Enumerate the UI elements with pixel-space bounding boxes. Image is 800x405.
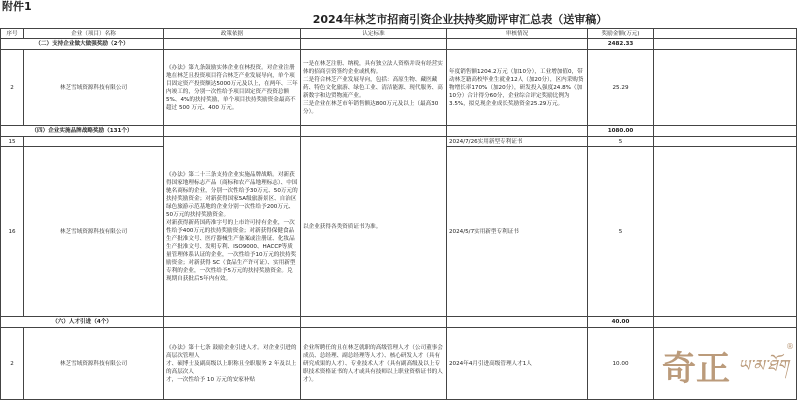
section-total: 40.00 bbox=[588, 317, 654, 328]
row-no: 2 bbox=[1, 328, 24, 400]
table-row bbox=[1, 50, 797, 126]
row-review: 年度销售额1204.2万元（加10分），工业增加值0，带动林芝籍高校毕业生就业12人（加20分），区内采购货物增长率170%（加20分），研发投入强度24.8%（加10分）合计得分60分，企业综合评定奖励比例为3.5%，拟兑现企业成长奖励资金25.29万元。 bbox=[447, 50, 588, 126]
watermark-tibetan: ཡ་མ་ཐོག bbox=[738, 356, 789, 375]
section-row bbox=[1, 317, 797, 328]
row-amount: 10.00 bbox=[588, 328, 654, 400]
row-company: 林芝雪域资源科技有限公司 bbox=[24, 147, 164, 317]
header-policy: 政策依据 bbox=[164, 29, 301, 39]
row-amount: 5 bbox=[588, 137, 654, 147]
table-row bbox=[1, 328, 797, 400]
section-row bbox=[1, 126, 797, 137]
row-review: 2024年4月引进高级管理人才1人 bbox=[447, 328, 588, 400]
row-company: 林芝雪域资源科技有限公司 bbox=[24, 328, 164, 400]
row-policy: 《办法》第九条鼓励实体企业在林投资。对企业注册地在林芝且投资项目符合林芝产业发展导向，单个项目固定资产投资额达5000万元及以上，在两年、三年内竣工的，分别一次性给予项目固定资产投资总额 5%、4%的扶持奖励，单个项目扶持奖励资金最高不超过 500 万元、400 万元。 bbox=[164, 50, 301, 126]
attachment-label: 附件1 bbox=[2, 0, 32, 13]
header-standard: 认定标准 bbox=[301, 29, 447, 39]
row-no: 2 bbox=[1, 50, 24, 126]
row-policy: 《办法》第十七条 鼓励企业引进人才。对企业引进的高层次管理人 才、硕博士及副高级以上职称且全职服务 2 年及以上的高层次人 才，一次性给予 10 万元的安家补贴 bbox=[164, 328, 301, 400]
summary-table bbox=[0, 28, 797, 400]
watermark-chinese: 奇正 bbox=[662, 349, 730, 389]
row-standard: 以企业获得各类资质证书为准。 bbox=[301, 137, 447, 317]
table-row bbox=[1, 137, 797, 147]
header-no: 序号 bbox=[1, 29, 24, 39]
header-company: 企业（项目）名称 bbox=[24, 29, 164, 39]
registered-mark-icon: ® bbox=[786, 342, 794, 351]
page-title: 2024年林芝市招商引资企业扶持奖励评审汇总表（送审稿） bbox=[312, 13, 608, 26]
section-label: （四）企业实施品牌战略奖励（131个） bbox=[1, 126, 164, 137]
section-total: 1080.00 bbox=[588, 126, 654, 137]
section-total: 2482.33 bbox=[588, 39, 654, 50]
row-policy: 《办法》第二十三条支持企业实施品牌战略。对新获得国家地理标志产品（商标和农产品地理标志）、中国驰名商标的企业，分别一次性给予30万元、50万元的扶持奖励资金；对新获得国家5A级旅游景区、自治区绿色旅游示范基地的企业分别一次性给予200万元、50万元的扶持奖励资金。 对新获得新药国药准字号的上市许可持有企业，一次性给予400万元的扶持奖励资金；对新获得保健食品生产批准文号、医疗器械生产备案或注册证、化妆品生产批准文号、发明专利、ISO9000、HACCP等质量管理体系认证的企业，一次性给予10万元的扶持奖励资金；对新获得 SC（食品生产许可证）、实用新型专利的企业，一次性给予5万元的扶持奖励资金。兑现期自获批后5年内有效。 bbox=[164, 137, 301, 317]
row-review: 2024/5/7实用新型专利证书 bbox=[447, 147, 588, 317]
row-no: 15 bbox=[1, 137, 24, 147]
row-amount: 5 bbox=[588, 147, 654, 317]
row-company: 林芝雪域资源科技有限公司 bbox=[24, 50, 164, 126]
row-standard: 企业所聘任的且在林芝就职的高级管理人才（公司董事会成员、总经理、副总经理等人才）、核心研发人才（具有研究成果的人才）、专业技术人才（具有副高级及以上专职技术资格证书的人才或具有技师以上职业资格证书的人才）。 bbox=[301, 328, 447, 400]
row-no: 16 bbox=[1, 147, 24, 317]
table-header-row bbox=[1, 29, 797, 39]
row-review: 2024/7/26实用新型专利证书 bbox=[447, 137, 588, 147]
section-label: （二）支持企业做大做强奖励（2个） bbox=[1, 39, 164, 50]
row-amount: 25.29 bbox=[588, 50, 654, 126]
header-review: 审核情况 bbox=[447, 29, 588, 39]
section-label: （六）人才引进（4个） bbox=[1, 317, 164, 328]
header-blank bbox=[654, 29, 797, 39]
row-company bbox=[24, 137, 164, 147]
section-row bbox=[1, 39, 797, 50]
header-amount: 奖励金额(万元) bbox=[588, 29, 654, 39]
row-standard: 一是在林芝注册、纳税，具有独立法人资格并设有经营实体的招商引资签约企业或机构。 二是符合林芝产业发展导向，包括：高原生物、藏医藏药、特色文化旅游、绿色工业、清洁能源、现代服务、高新数字和边贸物流产业。 三是企业在林芝市年销售额达800万元及以上（最高30分）。 bbox=[301, 50, 447, 126]
